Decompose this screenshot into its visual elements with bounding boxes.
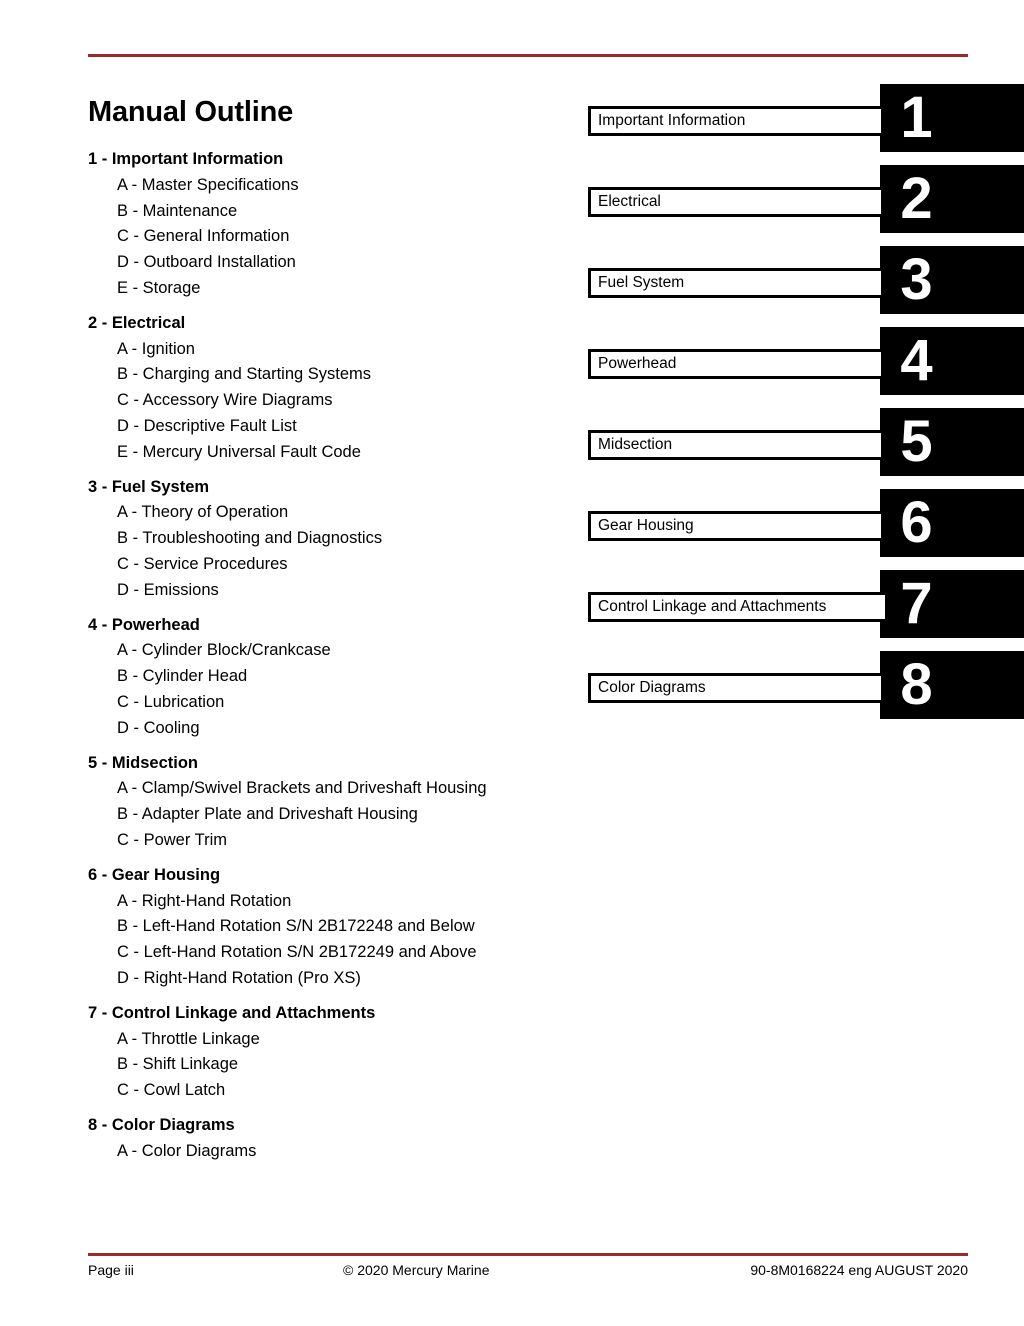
section-tab-number: 3 [900, 247, 932, 312]
outline-subitem[interactable]: C - Accessory Wire Diagrams [117, 391, 333, 410]
outline-subitem[interactable]: A - Master Specifications [117, 175, 299, 194]
outline-section-heading[interactable]: 4 - Powerhead [88, 615, 200, 634]
section-tab-label-box [588, 268, 884, 298]
outline-subitem[interactable]: D - Emissions [117, 580, 219, 599]
outline-section [88, 751, 558, 854]
section-tab-label-box [588, 592, 888, 622]
footer-part-number: 90-8M0168224 eng AUGUST 2020 [750, 1262, 968, 1278]
outline-subitem[interactable]: B - Charging and Starting Systems [117, 365, 372, 384]
outline-section [88, 147, 558, 302]
section-tab-label-box [588, 106, 884, 136]
section-tab-number: 5 [900, 409, 932, 474]
outline-section [88, 1001, 558, 1104]
outline-subitem[interactable]: E - Storage [117, 278, 201, 297]
outline-subitem[interactable]: B - Left-Hand Rotation S/N 2B172248 and Below [117, 917, 475, 936]
section-tab[interactable] [588, 246, 1024, 327]
section-tab-number: 8 [900, 652, 932, 717]
page-title: Manual Outline [88, 96, 294, 129]
footer-copyright: © 2020 Mercury Marine [343, 1262, 490, 1278]
section-tab[interactable] [588, 408, 1024, 489]
section-tab-number: 7 [900, 571, 932, 636]
section-tab-label: Midsection [598, 436, 673, 453]
section-tab-label-box [588, 430, 884, 460]
outline-section-heading[interactable]: 1 - Important Information [88, 150, 284, 168]
outline-section [88, 475, 558, 604]
section-tab-label: Gear Housing [598, 517, 694, 534]
section-tab-label: Control Linkage and Attachments [598, 598, 827, 615]
outline-subitem[interactable]: B - Maintenance [117, 201, 238, 220]
outline-section [88, 311, 558, 466]
outline-subitem[interactable]: B - Shift Linkage [117, 1055, 239, 1074]
outline-subitem[interactable]: A - Right-Hand Rotation [117, 891, 292, 910]
footer-rule [88, 1253, 968, 1256]
section-tab-label: Important Information [598, 112, 746, 129]
section-tab[interactable] [588, 84, 1024, 165]
outline-subitem[interactable]: E - Mercury Universal Fault Code [117, 442, 361, 461]
outline-subitem[interactable]: B - Troubleshooting and Diagnostics [117, 529, 383, 548]
section-tab-number: 6 [900, 490, 932, 555]
outline-subitem[interactable]: C - Cowl Latch [117, 1081, 226, 1100]
section-tab[interactable] [588, 165, 1024, 246]
outline-subitem[interactable]: B - Cylinder Head [117, 667, 248, 686]
outline-subitem[interactable]: C - General Information [117, 227, 290, 246]
outline-subitem[interactable]: A - Clamp/Swivel Brackets and Driveshaft Housing [117, 779, 487, 798]
outline-subitem[interactable]: A - Ignition [117, 339, 195, 358]
section-tab-number: 2 [900, 166, 932, 231]
section-tab-label: Powerhead [598, 355, 677, 372]
outline-section-heading[interactable]: 3 - Fuel System [88, 477, 210, 496]
outline-subitem[interactable]: A - Throttle Linkage [117, 1029, 260, 1048]
section-tab-number: 1 [900, 85, 932, 150]
outline-subitem[interactable]: A - Cylinder Block/Crankcase [117, 641, 331, 660]
outline-section [88, 1113, 558, 1165]
outline-section-heading[interactable]: 5 - Midsection [88, 753, 199, 772]
section-tab[interactable] [588, 327, 1024, 408]
section-tab-label-box [588, 349, 884, 379]
outline-subitem[interactable]: D - Right-Hand Rotation (Pro XS) [117, 968, 361, 987]
outline-subitem[interactable]: C - Power Trim [117, 830, 228, 849]
outline-section [88, 863, 558, 992]
section-tab[interactable] [588, 651, 1024, 732]
outline-subitem[interactable]: D - Outboard Installation [117, 253, 296, 272]
section-tab-number: 4 [900, 328, 932, 393]
section-tab-label-box [588, 511, 884, 541]
outline-section [88, 613, 558, 742]
outline-subitem[interactable]: D - Descriptive Fault List [117, 416, 297, 435]
section-tab[interactable] [588, 489, 1024, 570]
outline-section-heading[interactable]: 7 - Control Linkage and Attachments [88, 1003, 376, 1022]
outline-subitem[interactable]: D - Cooling [117, 718, 200, 737]
outline-section-heading[interactable]: 8 - Color Diagrams [88, 1115, 235, 1134]
outline-subitem[interactable]: C - Service Procedures [117, 554, 288, 573]
section-tab-label: Fuel System [598, 274, 685, 291]
outline-subitem[interactable]: C - Left-Hand Rotation S/N 2B172249 and Above [117, 943, 477, 962]
section-tab-label-box [588, 673, 884, 703]
footer-page-number: Page iii [88, 1262, 134, 1278]
outline-section-heading[interactable]: 6 - Gear Housing [88, 865, 221, 884]
outline-subitem[interactable]: C - Lubrication [117, 692, 225, 711]
outline-section-heading[interactable]: 2 - Electrical [88, 313, 186, 332]
outline-subitem[interactable]: A - Color Diagrams [117, 1141, 257, 1160]
manual-outline-list [88, 147, 558, 1173]
outline-subitem[interactable]: B - Adapter Plate and Driveshaft Housing [117, 805, 418, 824]
section-tab[interactable] [588, 570, 1024, 651]
page-footer [88, 1259, 968, 1281]
section-tab-label: Electrical [598, 193, 661, 210]
section-tab-label: Color Diagrams [598, 679, 706, 696]
header-rule [88, 54, 968, 57]
outline-subitem[interactable]: A - Theory of Operation [117, 503, 289, 522]
section-tab-label-box [588, 187, 884, 217]
